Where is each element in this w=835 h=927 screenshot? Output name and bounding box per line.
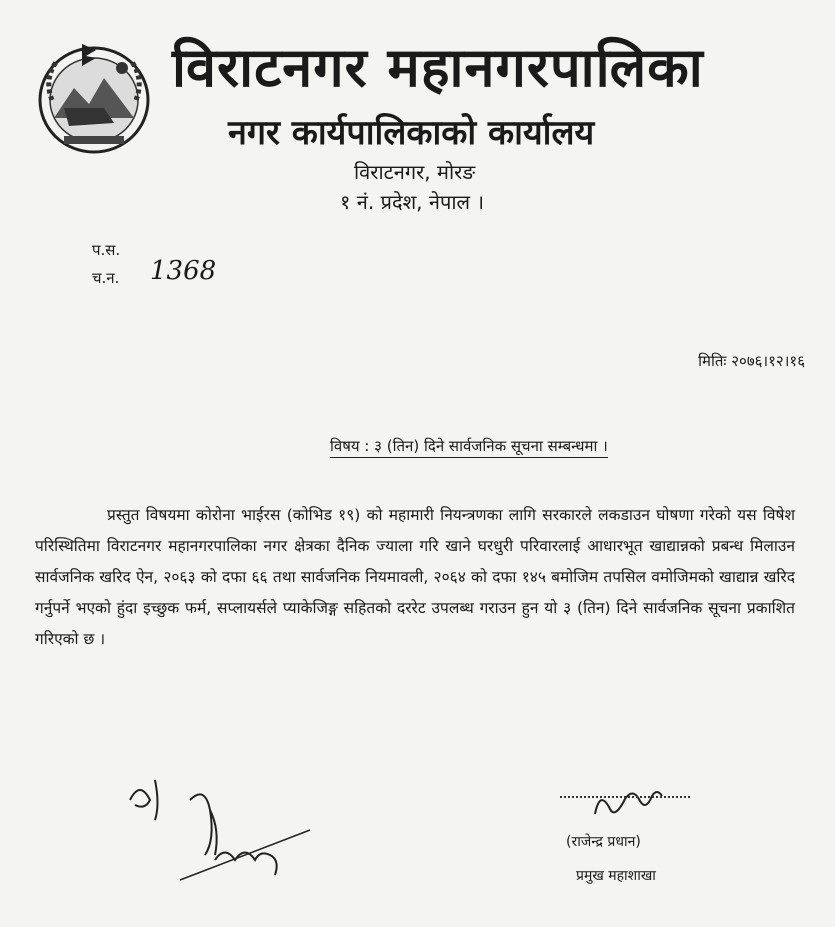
nepal-government-emblem-icon	[34, 38, 154, 156]
subject-line: विषय : ३ (तिन) दिने सार्वजनिक सूचना सम्बन्धमा ।	[330, 436, 608, 458]
cn-label: च.न.	[92, 269, 120, 287]
address-line-1: विराटनगर, मोरङ	[354, 160, 476, 184]
signature-line	[560, 796, 690, 798]
signatory-name: (राजेन्द्र प्रधान)	[566, 834, 641, 850]
body-paragraph: प्रस्तुत विषयमा कोरोना भाईरस (कोभिड १९) को महामारी नियन्त्रणका लागि सरकारले लकडाउन घोषणा गरेको यस विषेश परिस्थितिमा विराटनगर महानगरपालिका नगर क्षेत्रका दैनिक ज्याला गरि खाने घरधुरी परिवारलाई आधारभूत खाद्यान्नको प्रबन्ध मिलाउन सार्वजनिक खरिद ऐन, २०६३ को दफा ६६ तथा सार्वजनिक नियमावली, २०६४ को दफा १४५ बमोजिम तपसिल वमोजिमको खाद्यान्न खरिद गर्नुपर्ने भएको हुंदा इच्छुक फर्म, सप्लायर्सले प्याकेजिङ्ग सहितको दररेट उपलब्ध गराउन हुन यो ३ (तिन) दिने सार्वजनिक सूचना प्रकाशित गरिएको छ ।	[35, 506, 795, 648]
cn-number-handwritten: 1368	[150, 256, 217, 286]
signature-scribble	[590, 784, 680, 824]
address-line-2: १ नं. प्रदेश, नेपाल ।	[340, 190, 485, 214]
handwritten-annotation	[120, 770, 320, 890]
ps-label: प.स.	[92, 241, 121, 259]
signatory-title: प्रमुख महाशाखा	[576, 868, 656, 884]
office-name: नगर कार्यपालिकाको कार्यालय	[228, 113, 595, 153]
date: मितिः २०७६।१२।१६	[698, 352, 805, 370]
organization-name: विराटनगर महानगरपालिका	[172, 36, 704, 99]
